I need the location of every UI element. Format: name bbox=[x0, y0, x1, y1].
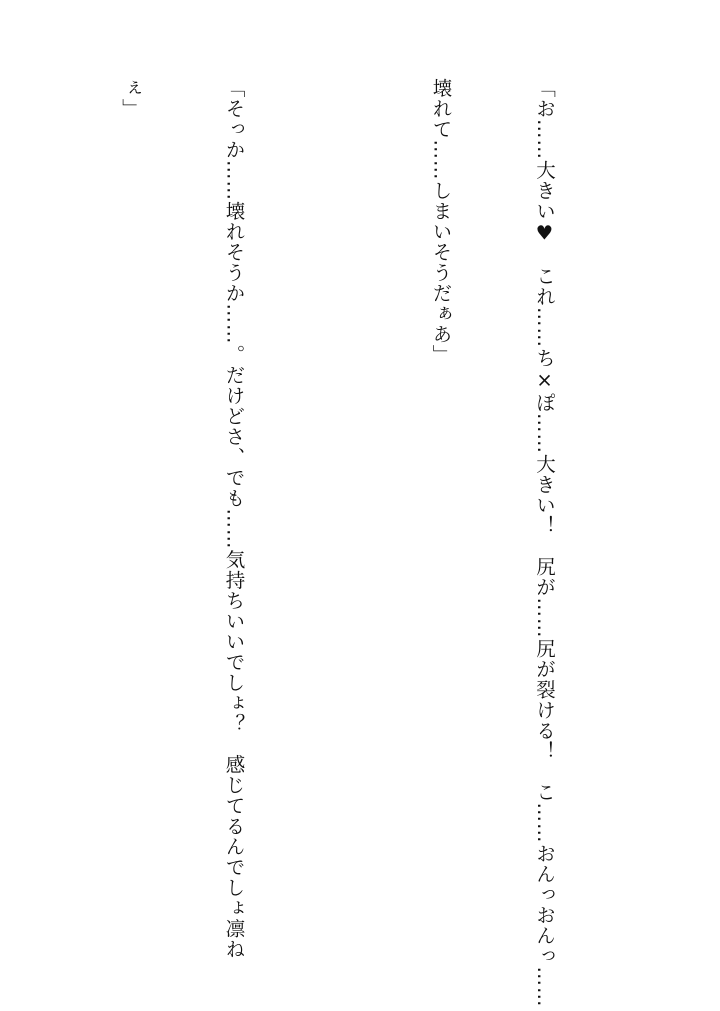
text-line: 「お……大きい♥ これ……ち×ぽ……大きい！ 尻が……尻が裂ける！ こ……おんっおんっ…… bbox=[533, 78, 556, 1008]
text-line: ぇ」 bbox=[119, 78, 142, 119]
text-line: 壊れて……しまいそうだぁあ」 bbox=[429, 78, 453, 365]
vertical-text-body bbox=[70, 78, 630, 1008]
blank-line bbox=[320, 78, 355, 878]
blank-line bbox=[9, 78, 44, 878]
text-line: 「そっか……壊れそうか……。だけどさ、でも……気持ちいいでしょ？ 感じてるんでしょ凛ね bbox=[222, 78, 246, 960]
